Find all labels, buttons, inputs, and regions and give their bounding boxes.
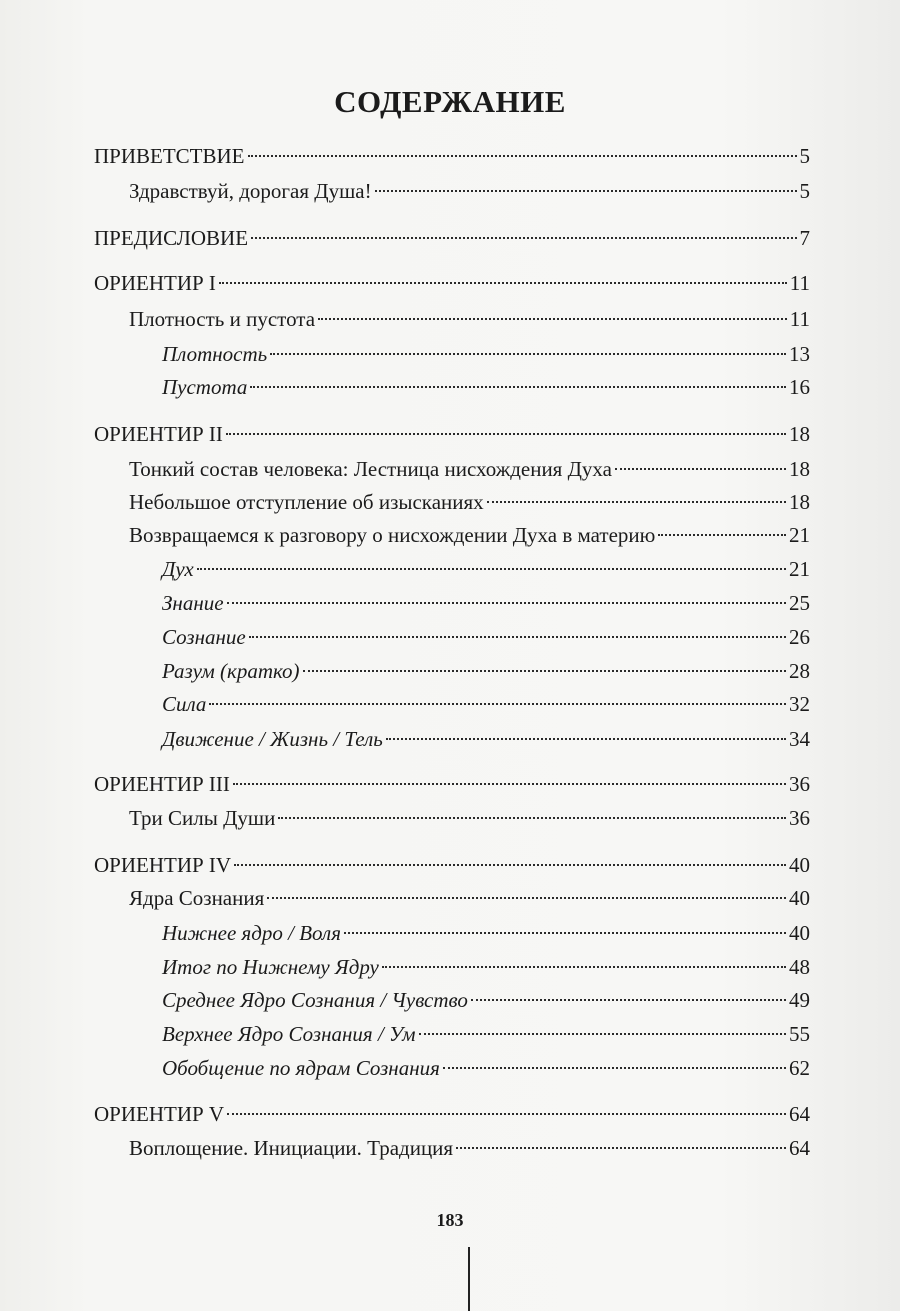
toc-entry-page: 55 <box>789 1022 810 1046</box>
toc-entry-page: 18 <box>789 457 810 481</box>
toc-entry[interactable] <box>162 918 810 948</box>
toc-entry-page: 11 <box>789 271 810 295</box>
toc-entry-title: Ядра Сознания <box>129 886 265 910</box>
toc-entry-page: 7 <box>799 226 810 250</box>
dot-leader <box>278 817 786 819</box>
dot-leader <box>248 155 797 157</box>
dot-leader <box>226 433 786 435</box>
toc-entry-title: Нижнее ядро / Воля <box>162 921 341 945</box>
toc-entry-page: 48 <box>789 955 810 979</box>
toc-entry[interactable] <box>162 952 810 982</box>
toc-entry-title: Воплощение. Инициации. Традиция <box>129 1136 454 1160</box>
dot-leader <box>303 670 786 672</box>
toc-entry-title: Сознание <box>162 625 246 649</box>
dot-leader <box>233 783 786 785</box>
dot-leader <box>382 966 786 968</box>
toc-entry-page: 36 <box>789 772 810 796</box>
page-title: СОДЕРЖАНИЕ <box>334 84 566 119</box>
dot-leader <box>615 468 786 470</box>
toc-entry-page: 5 <box>799 179 810 203</box>
dot-leader <box>227 602 786 604</box>
toc-entry-title: Обобщение по ядрам Сознания <box>162 1056 440 1080</box>
dot-leader <box>375 190 797 192</box>
toc-entry-title: Итог по Нижнему Ядру <box>162 955 379 979</box>
toc-entry-page: 21 <box>789 557 810 581</box>
toc-entry[interactable] <box>162 372 810 402</box>
toc-entry[interactable] <box>162 656 810 686</box>
toc-entry-title: ОРИЕНТИР I <box>94 271 216 295</box>
toc-entry[interactable] <box>162 985 810 1015</box>
dot-leader <box>251 237 796 239</box>
toc-entry[interactable] <box>162 622 810 652</box>
dot-leader <box>487 501 786 503</box>
dot-leader <box>658 534 786 536</box>
toc-entry-title: Небольшое отступление об изысканиях <box>129 490 484 514</box>
toc-entry[interactable] <box>94 419 810 449</box>
toc-entry[interactable] <box>162 1053 810 1083</box>
toc-entry[interactable] <box>162 588 810 618</box>
dot-leader <box>267 897 786 899</box>
toc-entry[interactable] <box>162 724 810 754</box>
toc-entry-title: Пустота <box>162 375 248 399</box>
toc-entry[interactable] <box>94 769 810 799</box>
toc-entry-title: ОРИЕНТИР V <box>94 1102 225 1126</box>
toc-entry-title: ОРИЕНТИР IV <box>94 853 232 877</box>
dot-leader <box>209 703 786 705</box>
dot-leader <box>386 738 786 740</box>
page-number: 183 <box>436 1210 464 1230</box>
toc-entry-page: 13 <box>789 342 810 366</box>
toc-entry-title: Три Силы Души <box>129 806 276 830</box>
toc-entry-title: Здравствуй, дорогая Душа! <box>129 179 372 203</box>
toc-entry-page: 36 <box>789 806 810 830</box>
toc-entry-title: Сила <box>162 692 207 716</box>
toc-entry-page: 11 <box>789 307 810 331</box>
dot-leader <box>219 282 787 284</box>
toc-entry[interactable] <box>94 850 810 880</box>
toc-entry-title: Плотность <box>162 342 268 366</box>
toc-entry-page: 26 <box>789 625 810 649</box>
toc-entry-page: 64 <box>789 1136 810 1160</box>
dot-leader <box>250 386 786 388</box>
dot-leader <box>227 1113 786 1115</box>
toc-entry[interactable] <box>162 1019 810 1049</box>
book-gutter-line <box>468 1247 470 1311</box>
toc-entry[interactable] <box>162 689 810 719</box>
toc-entry-title: Дух <box>162 557 194 581</box>
dot-leader <box>443 1067 786 1069</box>
toc-entry-title: Разум (кратко) <box>162 659 300 683</box>
toc-entry-title: ОРИЕНТИР II <box>94 422 223 446</box>
toc-entry-page: 62 <box>789 1056 810 1080</box>
toc-entry-title: ПРЕДИСЛОВИЕ <box>94 226 249 250</box>
dot-leader <box>249 636 786 638</box>
toc-entry-title: Знание <box>162 591 224 615</box>
toc-entry-title: ОРИЕНТИР III <box>94 772 230 796</box>
toc-entry[interactable] <box>129 487 810 517</box>
dot-leader <box>197 568 786 570</box>
toc-entry[interactable] <box>129 883 810 913</box>
toc-entry-title: Движение / Жизнь / Тель <box>162 727 383 751</box>
toc-entry-title: Среднее Ядро Сознания / Чувство <box>162 988 468 1012</box>
dot-leader <box>456 1147 786 1149</box>
toc-entry[interactable] <box>94 141 810 171</box>
toc-entry-page: 40 <box>789 853 810 877</box>
toc-entry[interactable] <box>129 1133 810 1163</box>
toc-entry[interactable] <box>129 304 810 334</box>
toc-entry-page: 25 <box>789 591 810 615</box>
toc-entry-page: 16 <box>789 375 810 399</box>
toc-entry-page: 40 <box>789 886 810 910</box>
dot-leader <box>270 353 786 355</box>
dot-leader <box>344 932 786 934</box>
toc-entry-page: 28 <box>789 659 810 683</box>
toc-entry[interactable] <box>129 176 810 206</box>
toc-entry[interactable] <box>162 554 810 584</box>
toc-entry-page: 34 <box>789 727 810 751</box>
toc-entry-title: Плотность и пустота <box>129 307 316 331</box>
dot-leader <box>318 318 787 320</box>
toc-entry-page: 64 <box>789 1102 810 1126</box>
toc-entry-page: 18 <box>789 490 810 514</box>
toc-entry-title: Верхнее Ядро Сознания / Ум <box>162 1022 416 1046</box>
toc-entry[interactable] <box>94 268 810 298</box>
toc-entry-page: 49 <box>789 988 810 1012</box>
toc-entry-title: Возвращаемся к разговору о нисхождении Духа в материю <box>129 523 656 547</box>
toc-entry-page: 21 <box>789 523 810 547</box>
dot-leader <box>471 999 786 1001</box>
toc-entry-page: 5 <box>799 144 810 168</box>
toc-entry[interactable] <box>129 454 810 484</box>
toc-entry-title: ПРИВЕТСТВИЕ <box>94 144 245 168</box>
toc-entry-page: 32 <box>789 692 810 716</box>
toc-entry[interactable] <box>94 223 810 253</box>
dot-leader <box>234 864 786 866</box>
dot-leader <box>419 1033 786 1035</box>
toc-entry-page: 40 <box>789 921 810 945</box>
toc-entry-page: 18 <box>789 422 810 446</box>
toc-entry-title: Тонкий состав человека: Лестница нисхождения Духа <box>129 457 612 481</box>
toc-entry[interactable] <box>129 803 810 833</box>
toc-entry[interactable] <box>94 1099 810 1129</box>
toc-entry[interactable] <box>162 339 810 369</box>
toc-entry[interactable] <box>129 520 810 550</box>
